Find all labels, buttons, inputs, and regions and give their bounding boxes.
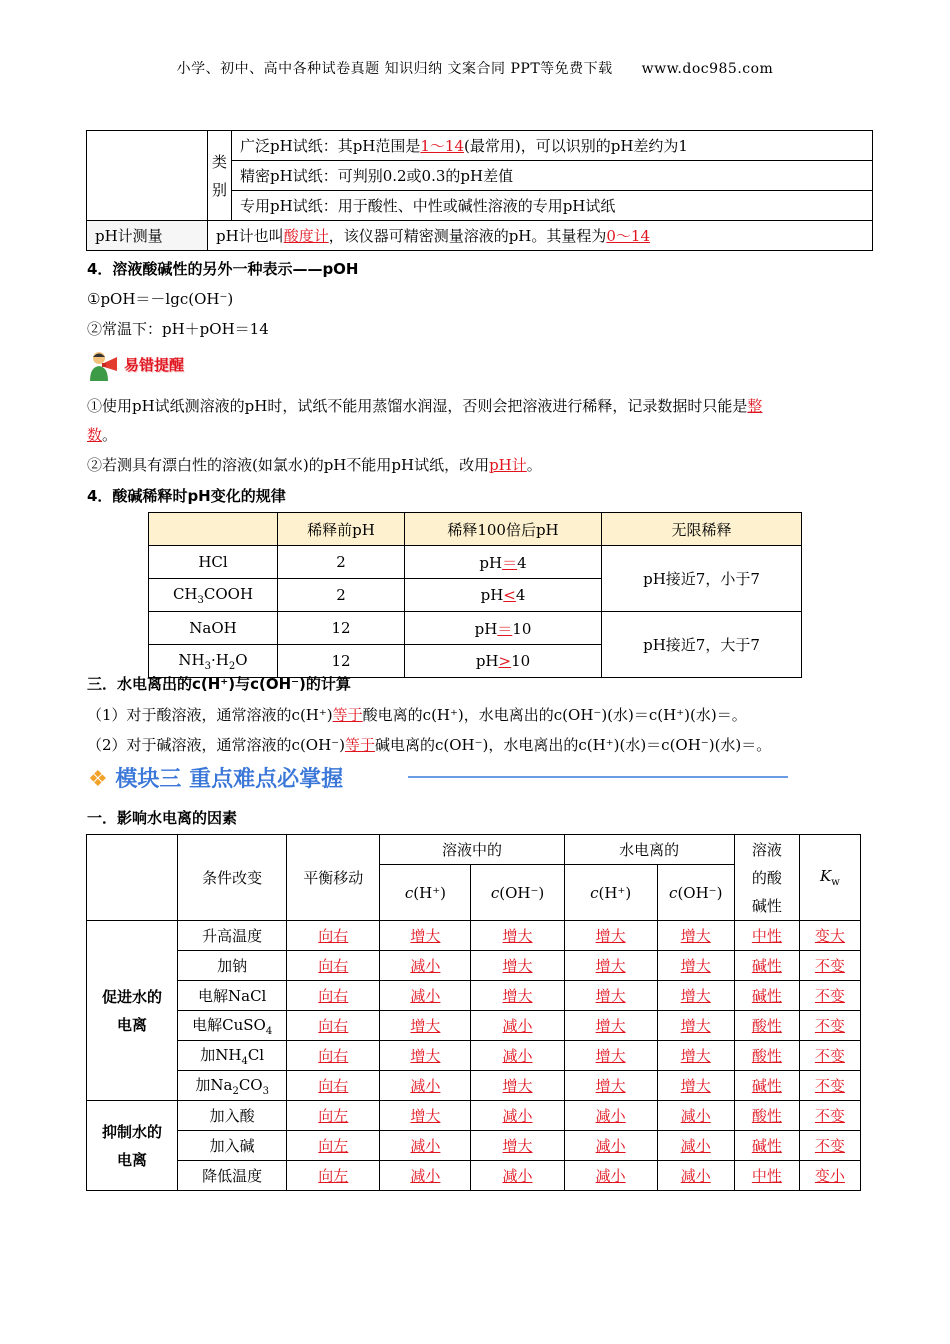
table-row: 电解CuSO$_4$ 向右 增大 减小 增大 增大 酸性 不变: [87, 1011, 861, 1041]
dilution-head-1: 稀释前pH: [278, 513, 405, 546]
page-header: [0, 58, 950, 78]
table-row: 加入碱 向左 减小 增大 减小 减小 碱性 不变: [87, 1131, 861, 1161]
diamond-icon: ❖: [88, 767, 108, 792]
dilution-title: 4．酸碱稀释时pH变化的规律: [87, 487, 286, 505]
meter-name: 酸度计: [283, 227, 329, 245]
table-row: 降低温度 向左 减小 减小 减小 减小 中性 变小: [87, 1161, 861, 1191]
meter-desc-cell: [208, 221, 873, 251]
group-promote: 促进水的 电离: [87, 921, 178, 1101]
head-sol-h: c(H⁺): [380, 865, 471, 921]
head-sol-oh: c(OH⁻): [471, 865, 564, 921]
table-row: 促进水的 电离 升高温度 向右 增大 增大 增大 增大 中性 变大: [87, 921, 861, 951]
head-kw: $K_w$: [799, 835, 860, 921]
tip-red-3: pH计: [489, 456, 527, 474]
tip-line-3: [87, 454, 542, 475]
tip-text-2: 。: [102, 426, 118, 444]
dilution-before: 12: [278, 645, 405, 678]
tip-text-1: ①使用pH试纸测溶液的pH时，试纸不能用蒸馏水润湿，否则会把溶液进行稀释，记录数据时只能是: [87, 397, 748, 415]
condition-nh4cl: 加$NH_4Cl$: [178, 1041, 287, 1071]
table-row: 加$NH_4Cl$ 向右 增大 减小 增大 增大 酸性 不变: [87, 1041, 861, 1071]
header-url[interactable]: www.doc985.com: [641, 61, 774, 77]
head-water-h: c(H⁺): [564, 865, 657, 921]
broad-paper-range: 1～14: [420, 137, 465, 155]
head-water-oh: c(OH⁻): [657, 865, 734, 921]
dilution-name: $CH_3COOH$: [149, 579, 278, 612]
table-row: 电解NaCl 向右 减小 增大 增大 增大 碱性 不变: [87, 981, 861, 1011]
dilution-head-3: 无限稀释: [602, 513, 802, 546]
condition-na2co3: 加$Na_2CO_3$: [178, 1071, 287, 1101]
corner-cell: [87, 835, 178, 921]
dilution-after: pH＝10: [405, 612, 602, 645]
special-paper-cell: 专用pH试纸：用于酸性、中性或碱性溶液的专用pH试纸: [232, 191, 873, 221]
dilution-before: 12: [278, 612, 405, 645]
dilution-after: pH<4: [405, 579, 602, 612]
module-heading: [88, 762, 343, 793]
module-divider: [408, 776, 788, 778]
tip-red-1: 整: [747, 397, 763, 415]
meter-text-2: ，该仪器可精密测量溶液的pH。其量程为: [328, 227, 607, 245]
base-infinite-cell: pH接近7，大于7: [602, 612, 802, 678]
poh-line-1: ①pOH＝－lgc(OH⁻): [87, 290, 234, 308]
acid-infinite-cell: pH接近7，小于7: [602, 546, 802, 612]
tip-label: 易错提醒: [124, 356, 185, 374]
tip-line-2: [87, 424, 117, 445]
category-label-2: 别: [212, 180, 228, 199]
group-inhibit: 抑制水的 电离: [87, 1101, 178, 1191]
head-water: 水电离的: [564, 835, 734, 865]
factors-table: [86, 834, 861, 1191]
poh-line-2: ②常温下：pH＋pOH＝14: [87, 320, 269, 338]
calc-line-2: （2）对于碱溶液，通常溶液的c(OH⁻)等于碱电离的c(OH⁻)，水电离出的c(H⁺)(水)＝c(OH⁻)(水)＝。: [87, 736, 772, 754]
broad-paper-cell: [232, 131, 873, 161]
dilution-name: $NH_3\cdot H_2O$: [149, 645, 278, 678]
table-row: [149, 612, 802, 645]
calc-title: 三．水电离出的c(H⁺)与c(OH⁻)的计算: [87, 675, 351, 693]
warning-person-icon: [86, 349, 120, 383]
dilution-name: HCl: [149, 546, 278, 579]
poh-title: 4．溶液酸碱性的另外一种表示——pOH: [87, 260, 359, 278]
table-row: 加$Na_2CO_3$ 向右 减小 增大 增大 增大 碱性 不变: [87, 1071, 861, 1101]
meter-label-cell: pH计测量: [87, 221, 208, 251]
header-text: 小学、初中、高中各种试卷真题 知识归纳 文案合同 PPT等免费下载: [176, 61, 613, 77]
meter-text-1: pH计也叫: [216, 227, 284, 245]
table-row: [149, 546, 802, 579]
tip-red-2: 数: [87, 426, 103, 444]
dilution-head-2: 稀释100倍后pH: [405, 513, 602, 546]
calc-line-1: （1）对于酸溶液，通常溶液的c(H⁺)等于酸电离的c(H⁺)，水电离出的c(OH⁻)(水)＝c(H⁺)(水)＝。: [87, 706, 747, 724]
dilution-name: NaOH: [149, 612, 278, 645]
broad-paper-note: (最常用)，可以识别的pH差约为1: [464, 137, 688, 155]
module-title: 模块三 重点难点必掌握: [115, 767, 344, 792]
precise-paper-cell: 精密pH试纸：可判别0.2或0.3的pH差值: [232, 161, 873, 191]
table-row: 抑制水的 电离 加入酸 向左 增大 减小 减小 减小 酸性 不变: [87, 1101, 861, 1131]
broad-paper-text: 广泛pH试纸：其pH范围是: [240, 137, 421, 155]
dilution-after: pH>10: [405, 645, 602, 678]
dilution-head-0: [149, 513, 278, 546]
tip-text-4: 。: [526, 456, 542, 474]
tip-text-3: ②若测具有漂白性的溶液(如氯水)的pH不能用pH试纸，改用: [87, 456, 490, 474]
dilution-table: [148, 512, 802, 678]
dilution-before: 2: [278, 546, 405, 579]
category-cell: [208, 131, 232, 221]
empty-cell: [87, 131, 208, 221]
meter-range: 0～14: [606, 227, 651, 245]
factors-title: 一．影响水电离的因素: [87, 809, 238, 827]
dilution-after: pH＝4: [405, 546, 602, 579]
tip-line-1: [87, 395, 762, 416]
ph-measure-table: [86, 130, 873, 251]
head-condition: 条件改变: [178, 835, 287, 921]
head-acidity: 溶液 的酸 碱性: [734, 835, 799, 921]
head-solution: 溶液中的: [380, 835, 564, 865]
head-shift: 平衡移动: [287, 835, 380, 921]
dilution-before: 2: [278, 579, 405, 612]
condition-cuso4: 电解CuSO$_4$: [178, 1011, 287, 1041]
category-label-1: 类: [212, 152, 228, 171]
table-row: 加钠 向右 减小 增大 增大 增大 碱性 不变: [87, 951, 861, 981]
